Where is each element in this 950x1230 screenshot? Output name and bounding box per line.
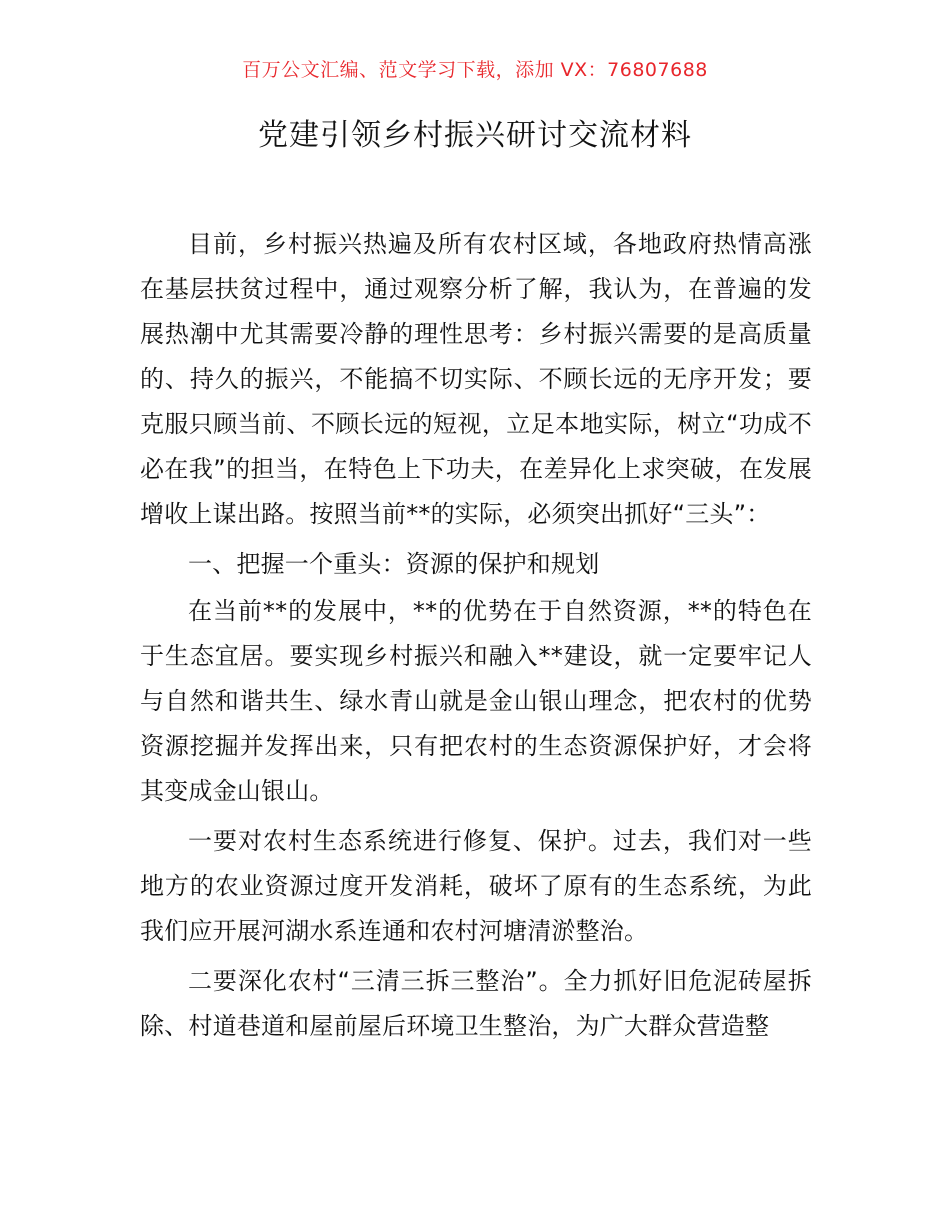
paragraph-intro: 目前，乡村振兴热遍及所有农村区域，各地政府热情高涨在基层扶贫过程中，通过观察分析了解，我认为，在普遍的发展热潮中尤其需要冷静的理性思考：乡村振兴需要的是高质量的、持久的振兴，不能搞不切实际、不顾长远的无序开发；要克服只顾当前、不顾长远的短视，立足本地实际，树立“功成不必在我”的担当，在特色上下功夫，在差异化上求突破，在发展增收上谋出路。按照当前**的实际，必须突出抓好“三头”： bbox=[140, 230, 812, 528]
document-body bbox=[140, 222, 812, 1054]
document-title: 党建引领乡村振兴研讨交流材料 bbox=[258, 118, 692, 153]
paragraph-point-2: 二要深化农村“三清三拆三整治”。全力抓好旧危泥砖屋拆除、村道巷道和屋前屋后环境卫生整治，为广大群众营造整 bbox=[140, 967, 812, 1040]
header-banner: 百万公文汇编、范文学习下载，添加 VX：76807688 bbox=[242, 59, 708, 81]
section-heading-1: 一、把握一个重头：资源的保护和规划 bbox=[188, 550, 600, 578]
paragraph-section-1: 在当前**的发展中，**的优势在于自然资源，**的特色在于生态宜居。要实现乡村振兴和融入**建设，就一定要牢记人与自然和谐共生、绿水青山就是金山银山理念，把农村的优势资源挖掘并发挥出来，只有把农村的生态资源保护好，才会将其变成金山银山。 bbox=[140, 597, 812, 805]
paragraph-point-1: 一要对农村生态系统进行修复、保护。过去，我们对一些地方的农业资源过度开发消耗，破坏了原有的生态系统，为此我们应开展河湖水系连通和农村河塘清淤整治。 bbox=[140, 827, 812, 945]
